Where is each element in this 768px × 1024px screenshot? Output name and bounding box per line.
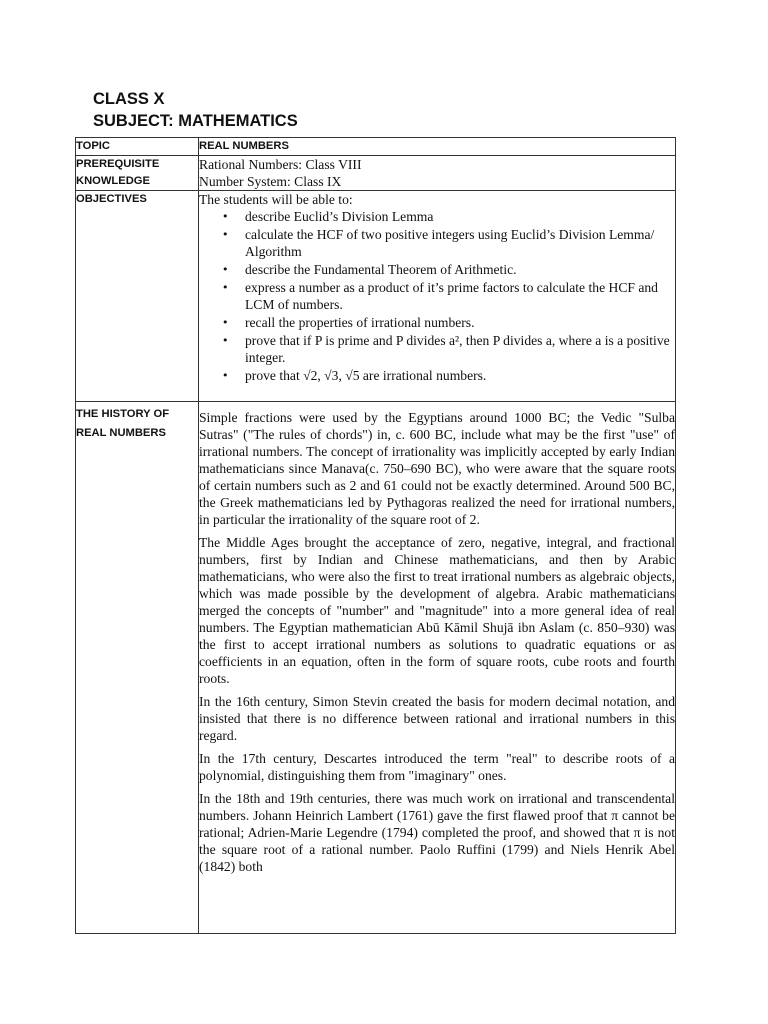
topic-label: TOPIC <box>76 138 199 156</box>
history-row <box>76 402 676 934</box>
history-label-line: THE HISTORY OF <box>76 408 170 420</box>
objectives-value <box>199 191 676 402</box>
objectives-label: OBJECTIVES <box>76 191 199 402</box>
history-text <box>199 402 676 934</box>
history-paragraph: In the 18th and 19th centuries, there was much work on irrational and transcendental numbers. Johann Heinrich Lambert (1761) gave the first flawed proof that π cannot be rational; Adrien-Marie Legendre (1794) completed the proof, and showed that π is not the square root of a rational number. Paolo Ruffini (1799) and Niels Henrik Abel (1842) both <box>199 791 675 874</box>
objective-item: • describe Euclid’s Division Lemma <box>245 208 675 225</box>
history-paragraph: In the 16th century, Simon Stevin created the basis for modern decimal notation, and insisted that there is no difference between rational and irrational numbers in this regard. <box>199 694 675 743</box>
subject-title: SUBJECT: MATHEMATICS <box>93 112 298 130</box>
prerequisite-label-line: PREREQUISITE <box>76 158 160 170</box>
history-label <box>76 402 199 934</box>
objective-item: • prove that if P is prime and P divides a², then P divides a, where a is a positive integer. <box>245 332 675 366</box>
objective-item: • express a number as a product of it’s prime factors to calculate the HCF and LCM of numbers. <box>245 279 675 313</box>
objectives-intro: The students will be able to: <box>199 192 353 207</box>
prerequisite-row <box>76 156 676 191</box>
history-paragraph: Simple fractions were used by the Egyptians around 1000 BC; the Vedic "Sulba Sutras" ("The rules of chords") in, c. 600 BC, include what may be the first "use" of irrational numbers. The concept of irrationality was implicitly accepted by early Indian mathematicians since Manava(c. 750–690 BC), who were aware that the square roots of certain numbers such as 2 and 61 could not be exactly determined. Around 500 BC, the Greek mathematicians led by Pythagoras realized the need for irrational numbers, in particular the irrationality of the square root of 2. <box>199 410 675 527</box>
objectives-row <box>76 191 676 402</box>
history-paragraph: The Middle Ages brought the acceptance of zero, negative, integral, and fractional numbers, first by Indian and Chinese mathematicians, and then by Arabic mathematicians, who were also the first to treat irrational numbers as algebraic objects, which was made possible by the development of algebra. Arabic mathematicians merged the concepts of "number" and "magnitude" into a more general idea of real numbers. The Egyptian mathematician Abū Kāmil Shujā ibn Aslam (c. 850–930) was the first to accept irrational numbers as solutions to quadratic equations or as coefficients in an equation, often in the form of square roots, cube roots and fourth roots. <box>199 535 675 686</box>
prerequisite-item: Rational Numbers: Class VIII <box>199 157 362 172</box>
objective-item: • prove that √2, √3, √5 are irrational numbers. <box>245 367 675 384</box>
history-paragraph: In the 17th century, Descartes introduced the term "real" to describe roots of a polynomial, distinguishing them from "imaginary" ones. <box>199 751 675 783</box>
lesson-plan-table <box>75 137 676 934</box>
topic-value-text: REAL NUMBERS <box>199 140 289 152</box>
prerequisite-value <box>199 156 676 191</box>
topic-row <box>76 138 676 156</box>
objective-item: • describe the Fundamental Theorem of Arithmetic. <box>245 261 675 278</box>
prerequisite-label-line: KNOWLEDGE <box>76 175 150 187</box>
objective-item: • recall the properties of irrational numbers. <box>245 314 675 331</box>
prerequisite-item: Number System: Class IX <box>199 174 342 189</box>
class-title: CLASS X <box>93 90 165 108</box>
objective-item: • calculate the HCF of two positive integers using Euclid’s Division Lemma/ Algorithm <box>245 226 675 260</box>
prerequisite-label <box>76 156 199 191</box>
objectives-list <box>199 208 675 384</box>
topic-value <box>199 138 676 156</box>
history-label-line: REAL NUMBERS <box>76 427 166 439</box>
document-heading <box>93 88 298 132</box>
